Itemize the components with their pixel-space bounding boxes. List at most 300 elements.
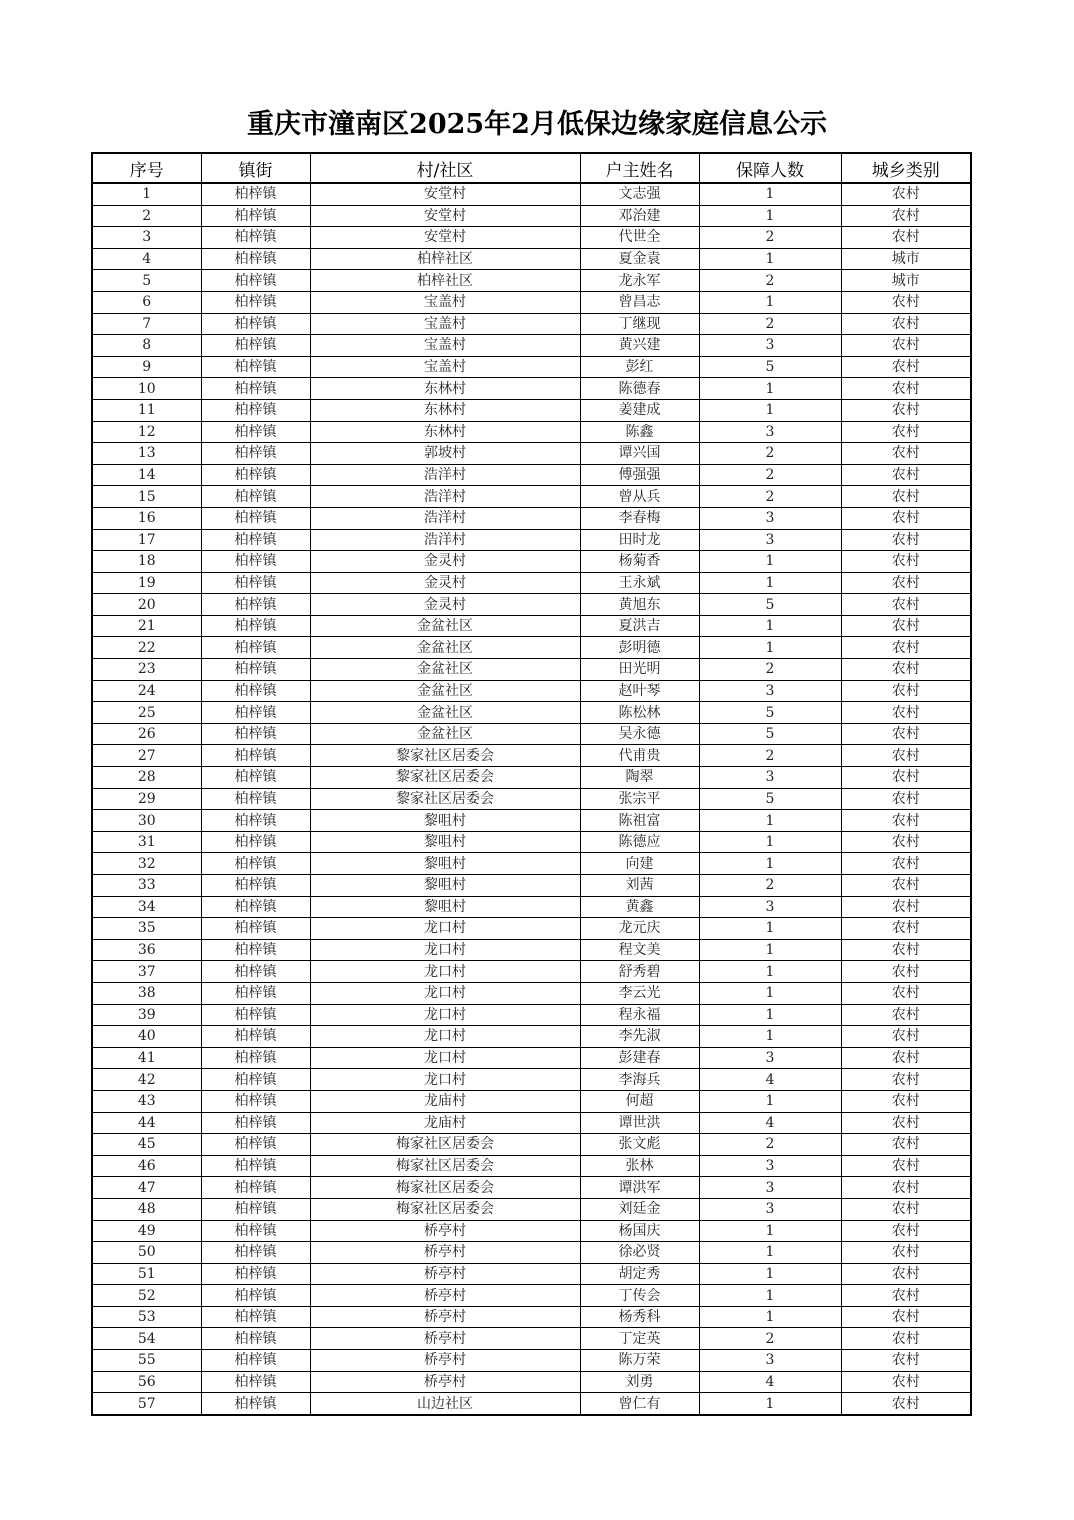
column-header-covered-persons: 保障人数 xyxy=(699,153,841,183)
village-cell: 金盆社区 xyxy=(310,723,580,745)
covered-persons-cell: 1 xyxy=(699,961,841,983)
index-cell: 3 xyxy=(92,227,201,249)
householder-cell: 陈万荣 xyxy=(580,1350,699,1372)
category-cell: 农村 xyxy=(841,572,971,594)
table-row xyxy=(92,205,971,227)
householder-cell: 陈鑫 xyxy=(580,421,699,443)
town-cell: 柏梓镇 xyxy=(201,378,310,400)
category-cell: 农村 xyxy=(841,1004,971,1026)
column-header-index: 序号 xyxy=(92,153,201,183)
index-cell: 7 xyxy=(92,313,201,335)
category-cell: 农村 xyxy=(841,1285,971,1307)
covered-persons-cell: 1 xyxy=(699,831,841,853)
village-cell: 浩洋村 xyxy=(310,529,580,551)
category-cell: 城市 xyxy=(841,270,971,292)
category-cell: 农村 xyxy=(841,788,971,810)
householder-cell: 黄兴建 xyxy=(580,335,699,357)
householder-cell: 龙永军 xyxy=(580,270,699,292)
table-row xyxy=(92,1112,971,1134)
town-cell: 柏梓镇 xyxy=(201,896,310,918)
category-cell: 农村 xyxy=(841,961,971,983)
village-cell: 金盆社区 xyxy=(310,702,580,724)
village-cell: 桥亭村 xyxy=(310,1306,580,1328)
town-cell: 柏梓镇 xyxy=(201,551,310,573)
table-row xyxy=(92,464,971,486)
village-cell: 龙口村 xyxy=(310,1069,580,1091)
table-header xyxy=(92,153,971,183)
village-cell: 浩洋村 xyxy=(310,486,580,508)
covered-persons-cell: 2 xyxy=(699,443,841,465)
category-cell: 农村 xyxy=(841,1134,971,1156)
town-cell: 柏梓镇 xyxy=(201,1371,310,1393)
table-row xyxy=(92,313,971,335)
village-cell: 黎咀村 xyxy=(310,896,580,918)
category-cell: 农村 xyxy=(841,529,971,551)
covered-persons-cell: 3 xyxy=(699,529,841,551)
town-cell: 柏梓镇 xyxy=(201,1134,310,1156)
category-cell: 农村 xyxy=(841,594,971,616)
village-cell: 金盆社区 xyxy=(310,680,580,702)
index-cell: 42 xyxy=(92,1069,201,1091)
category-cell: 农村 xyxy=(841,939,971,961)
table-row xyxy=(92,723,971,745)
village-cell: 桥亭村 xyxy=(310,1220,580,1242)
householder-cell: 田光明 xyxy=(580,659,699,681)
category-cell: 农村 xyxy=(841,1220,971,1242)
town-cell: 柏梓镇 xyxy=(201,421,310,443)
village-cell: 安堂村 xyxy=(310,205,580,227)
category-cell: 农村 xyxy=(841,702,971,724)
covered-persons-cell: 1 xyxy=(699,572,841,594)
village-cell: 黎咀村 xyxy=(310,831,580,853)
householder-cell: 程永福 xyxy=(580,1004,699,1026)
category-cell: 农村 xyxy=(841,1155,971,1177)
householder-cell: 陶翠 xyxy=(580,767,699,789)
town-cell: 柏梓镇 xyxy=(201,788,310,810)
covered-persons-cell: 4 xyxy=(699,1069,841,1091)
category-cell: 农村 xyxy=(841,1090,971,1112)
covered-persons-cell: 2 xyxy=(699,1328,841,1350)
town-cell: 柏梓镇 xyxy=(201,507,310,529)
town-cell: 柏梓镇 xyxy=(201,464,310,486)
index-cell: 56 xyxy=(92,1371,201,1393)
covered-persons-cell: 1 xyxy=(699,1393,841,1415)
category-cell: 农村 xyxy=(841,421,971,443)
town-cell: 柏梓镇 xyxy=(201,1393,310,1415)
householder-cell: 程文美 xyxy=(580,939,699,961)
village-cell: 黎咀村 xyxy=(310,810,580,832)
index-cell: 5 xyxy=(92,270,201,292)
category-cell: 农村 xyxy=(841,507,971,529)
index-cell: 14 xyxy=(92,464,201,486)
index-cell: 25 xyxy=(92,702,201,724)
category-cell: 农村 xyxy=(841,1069,971,1091)
village-cell: 龙口村 xyxy=(310,939,580,961)
householder-cell: 谭兴国 xyxy=(580,443,699,465)
covered-persons-cell: 4 xyxy=(699,1371,841,1393)
category-cell: 农村 xyxy=(841,615,971,637)
householder-cell: 陈德应 xyxy=(580,831,699,853)
category-cell: 农村 xyxy=(841,918,971,940)
covered-persons-cell: 3 xyxy=(699,421,841,443)
covered-persons-cell: 3 xyxy=(699,680,841,702)
page-title: 重庆市潼南区2025年2月低保边缘家庭信息公示 xyxy=(247,109,827,140)
table-row xyxy=(92,1242,971,1264)
householder-cell: 黄鑫 xyxy=(580,896,699,918)
covered-persons-cell: 1 xyxy=(699,939,841,961)
table-row xyxy=(92,1069,971,1091)
householder-cell: 何超 xyxy=(580,1090,699,1112)
table-row xyxy=(92,853,971,875)
village-cell: 黎家社区居委会 xyxy=(310,788,580,810)
village-cell: 金盆社区 xyxy=(310,637,580,659)
town-cell: 柏梓镇 xyxy=(201,853,310,875)
householder-cell: 彭红 xyxy=(580,356,699,378)
index-cell: 41 xyxy=(92,1047,201,1069)
index-cell: 35 xyxy=(92,918,201,940)
town-cell: 柏梓镇 xyxy=(201,1220,310,1242)
town-cell: 柏梓镇 xyxy=(201,1263,310,1285)
village-cell: 梅家社区居委会 xyxy=(310,1177,580,1199)
category-cell: 农村 xyxy=(841,853,971,875)
householder-cell: 龙元庆 xyxy=(580,918,699,940)
village-cell: 东林村 xyxy=(310,421,580,443)
table-row xyxy=(92,788,971,810)
column-header-householder: 户主姓名 xyxy=(580,153,699,183)
category-cell: 农村 xyxy=(841,680,971,702)
table-row xyxy=(92,1285,971,1307)
village-cell: 黎咀村 xyxy=(310,853,580,875)
village-cell: 宝盖村 xyxy=(310,335,580,357)
town-cell: 柏梓镇 xyxy=(201,1285,310,1307)
householder-cell: 丁定英 xyxy=(580,1328,699,1350)
table-row xyxy=(92,421,971,443)
index-cell: 33 xyxy=(92,875,201,897)
village-cell: 龙庙村 xyxy=(310,1112,580,1134)
category-cell: 农村 xyxy=(841,767,971,789)
table-row xyxy=(92,1198,971,1220)
table-row xyxy=(92,270,971,292)
covered-persons-cell: 5 xyxy=(699,702,841,724)
householder-cell: 黄旭东 xyxy=(580,594,699,616)
index-cell: 48 xyxy=(92,1198,201,1220)
village-cell: 桥亭村 xyxy=(310,1285,580,1307)
householder-cell: 代甫贵 xyxy=(580,745,699,767)
table-row xyxy=(92,1047,971,1069)
town-cell: 柏梓镇 xyxy=(201,248,310,270)
householder-cell: 张林 xyxy=(580,1155,699,1177)
town-cell: 柏梓镇 xyxy=(201,1177,310,1199)
index-cell: 15 xyxy=(92,486,201,508)
householder-cell: 陈松林 xyxy=(580,702,699,724)
index-cell: 49 xyxy=(92,1220,201,1242)
village-cell: 安堂村 xyxy=(310,183,580,205)
town-cell: 柏梓镇 xyxy=(201,486,310,508)
town-cell: 柏梓镇 xyxy=(201,961,310,983)
covered-persons-cell: 1 xyxy=(699,399,841,421)
town-cell: 柏梓镇 xyxy=(201,291,310,313)
householder-cell: 邓治建 xyxy=(580,205,699,227)
category-cell: 农村 xyxy=(841,1112,971,1134)
town-cell: 柏梓镇 xyxy=(201,313,310,335)
table-row xyxy=(92,1004,971,1026)
village-cell: 龙口村 xyxy=(310,982,580,1004)
town-cell: 柏梓镇 xyxy=(201,443,310,465)
householder-cell: 陈德春 xyxy=(580,378,699,400)
table-row xyxy=(92,335,971,357)
town-cell: 柏梓镇 xyxy=(201,1004,310,1026)
covered-persons-cell: 2 xyxy=(699,659,841,681)
table-row xyxy=(92,248,971,270)
category-cell: 农村 xyxy=(841,1328,971,1350)
village-cell: 龙口村 xyxy=(310,1004,580,1026)
table-body xyxy=(92,183,971,1415)
householder-cell: 傅强强 xyxy=(580,464,699,486)
index-cell: 38 xyxy=(92,982,201,1004)
village-cell: 宝盖村 xyxy=(310,291,580,313)
covered-persons-cell: 5 xyxy=(699,594,841,616)
table-row xyxy=(92,1134,971,1156)
table-row xyxy=(92,896,971,918)
householder-cell: 胡定秀 xyxy=(580,1263,699,1285)
index-cell: 13 xyxy=(92,443,201,465)
householder-cell: 徐必贤 xyxy=(580,1242,699,1264)
column-header-village: 村/社区 xyxy=(310,153,580,183)
village-cell: 桥亭村 xyxy=(310,1328,580,1350)
index-cell: 43 xyxy=(92,1090,201,1112)
index-cell: 40 xyxy=(92,1026,201,1048)
covered-persons-cell: 1 xyxy=(699,1263,841,1285)
category-cell: 农村 xyxy=(841,335,971,357)
village-cell: 柏梓社区 xyxy=(310,270,580,292)
index-cell: 37 xyxy=(92,961,201,983)
category-cell: 农村 xyxy=(841,399,971,421)
householder-cell: 代世全 xyxy=(580,227,699,249)
covered-persons-cell: 1 xyxy=(699,810,841,832)
category-cell: 农村 xyxy=(841,1047,971,1069)
index-cell: 4 xyxy=(92,248,201,270)
covered-persons-cell: 1 xyxy=(699,1026,841,1048)
index-cell: 24 xyxy=(92,680,201,702)
village-cell: 宝盖村 xyxy=(310,313,580,335)
village-cell: 龙口村 xyxy=(310,918,580,940)
index-cell: 19 xyxy=(92,572,201,594)
table-row xyxy=(92,1090,971,1112)
householder-cell: 王永斌 xyxy=(580,572,699,594)
index-cell: 16 xyxy=(92,507,201,529)
householder-cell: 曾从兵 xyxy=(580,486,699,508)
householder-cell: 刘勇 xyxy=(580,1371,699,1393)
householder-cell: 杨秀科 xyxy=(580,1306,699,1328)
category-cell: 农村 xyxy=(841,551,971,573)
covered-persons-cell: 3 xyxy=(699,767,841,789)
index-cell: 52 xyxy=(92,1285,201,1307)
table-row xyxy=(92,745,971,767)
town-cell: 柏梓镇 xyxy=(201,399,310,421)
town-cell: 柏梓镇 xyxy=(201,767,310,789)
town-cell: 柏梓镇 xyxy=(201,659,310,681)
covered-persons-cell: 2 xyxy=(699,1134,841,1156)
village-cell: 黎家社区居委会 xyxy=(310,745,580,767)
category-cell: 农村 xyxy=(841,896,971,918)
category-cell: 农村 xyxy=(841,1306,971,1328)
householder-cell: 文志强 xyxy=(580,183,699,205)
householder-cell: 夏洪吉 xyxy=(580,615,699,637)
town-cell: 柏梓镇 xyxy=(201,918,310,940)
category-cell: 农村 xyxy=(841,227,971,249)
index-cell: 20 xyxy=(92,594,201,616)
table-row xyxy=(92,831,971,853)
village-cell: 山边社区 xyxy=(310,1393,580,1415)
householder-cell: 丁传会 xyxy=(580,1285,699,1307)
town-cell: 柏梓镇 xyxy=(201,1026,310,1048)
town-cell: 柏梓镇 xyxy=(201,270,310,292)
householder-cell: 吴永德 xyxy=(580,723,699,745)
category-cell: 农村 xyxy=(841,1177,971,1199)
index-cell: 6 xyxy=(92,291,201,313)
category-cell: 农村 xyxy=(841,982,971,1004)
town-cell: 柏梓镇 xyxy=(201,637,310,659)
town-cell: 柏梓镇 xyxy=(201,529,310,551)
index-cell: 31 xyxy=(92,831,201,853)
town-cell: 柏梓镇 xyxy=(201,723,310,745)
table-row xyxy=(92,1371,971,1393)
index-cell: 36 xyxy=(92,939,201,961)
town-cell: 柏梓镇 xyxy=(201,1306,310,1328)
index-cell: 23 xyxy=(92,659,201,681)
category-cell: 农村 xyxy=(841,1198,971,1220)
table-row xyxy=(92,529,971,551)
village-cell: 黎咀村 xyxy=(310,875,580,897)
covered-persons-cell: 1 xyxy=(699,1285,841,1307)
table-row xyxy=(92,227,971,249)
table-row xyxy=(92,551,971,573)
table-row xyxy=(92,939,971,961)
category-cell: 农村 xyxy=(841,745,971,767)
index-cell: 55 xyxy=(92,1350,201,1372)
town-cell: 柏梓镇 xyxy=(201,745,310,767)
table-row xyxy=(92,443,971,465)
covered-persons-cell: 1 xyxy=(699,982,841,1004)
category-cell: 农村 xyxy=(841,486,971,508)
village-cell: 东林村 xyxy=(310,378,580,400)
covered-persons-cell: 1 xyxy=(699,1220,841,1242)
category-cell: 农村 xyxy=(841,356,971,378)
householder-cell: 刘茜 xyxy=(580,875,699,897)
index-cell: 46 xyxy=(92,1155,201,1177)
category-cell: 农村 xyxy=(841,183,971,205)
town-cell: 柏梓镇 xyxy=(201,1198,310,1220)
table-row xyxy=(92,659,971,681)
town-cell: 柏梓镇 xyxy=(201,1112,310,1134)
village-cell: 东林村 xyxy=(310,399,580,421)
village-cell: 郭坡村 xyxy=(310,443,580,465)
index-cell: 53 xyxy=(92,1306,201,1328)
covered-persons-cell: 1 xyxy=(699,853,841,875)
village-cell: 梅家社区居委会 xyxy=(310,1198,580,1220)
covered-persons-cell: 2 xyxy=(699,270,841,292)
index-cell: 30 xyxy=(92,810,201,832)
covered-persons-cell: 3 xyxy=(699,1198,841,1220)
table-row xyxy=(92,356,971,378)
covered-persons-cell: 3 xyxy=(699,1155,841,1177)
village-cell: 宝盖村 xyxy=(310,356,580,378)
index-cell: 27 xyxy=(92,745,201,767)
table-row xyxy=(92,183,971,205)
index-cell: 57 xyxy=(92,1393,201,1415)
table-row xyxy=(92,486,971,508)
village-cell: 龙庙村 xyxy=(310,1090,580,1112)
householder-cell: 李先淑 xyxy=(580,1026,699,1048)
town-cell: 柏梓镇 xyxy=(201,702,310,724)
village-cell: 桥亭村 xyxy=(310,1371,580,1393)
covered-persons-cell: 4 xyxy=(699,1112,841,1134)
village-cell: 浩洋村 xyxy=(310,507,580,529)
category-cell: 农村 xyxy=(841,378,971,400)
town-cell: 柏梓镇 xyxy=(201,335,310,357)
householder-cell: 陈祖富 xyxy=(580,810,699,832)
covered-persons-cell: 1 xyxy=(699,551,841,573)
village-cell: 桥亭村 xyxy=(310,1242,580,1264)
category-cell: 农村 xyxy=(841,723,971,745)
table-row xyxy=(92,572,971,594)
category-cell: 农村 xyxy=(841,205,971,227)
table-row xyxy=(92,1306,971,1328)
index-cell: 29 xyxy=(92,788,201,810)
category-cell: 农村 xyxy=(841,313,971,335)
covered-persons-cell: 2 xyxy=(699,227,841,249)
householder-cell: 杨国庆 xyxy=(580,1220,699,1242)
householder-cell: 曾仁有 xyxy=(580,1393,699,1415)
table-row xyxy=(92,1263,971,1285)
table-row xyxy=(92,507,971,529)
table-row xyxy=(92,961,971,983)
category-cell: 农村 xyxy=(841,1026,971,1048)
householder-cell: 舒秀碧 xyxy=(580,961,699,983)
village-cell: 浩洋村 xyxy=(310,464,580,486)
index-cell: 26 xyxy=(92,723,201,745)
table-row xyxy=(92,594,971,616)
index-cell: 22 xyxy=(92,637,201,659)
householder-cell: 曾昌志 xyxy=(580,291,699,313)
column-header-town: 镇街 xyxy=(201,153,310,183)
table-row xyxy=(92,810,971,832)
index-cell: 9 xyxy=(92,356,201,378)
table-row xyxy=(92,378,971,400)
town-cell: 柏梓镇 xyxy=(201,1047,310,1069)
householder-cell: 杨菊香 xyxy=(580,551,699,573)
village-cell: 金盆社区 xyxy=(310,659,580,681)
town-cell: 柏梓镇 xyxy=(201,183,310,205)
table-row xyxy=(92,1393,971,1415)
town-cell: 柏梓镇 xyxy=(201,831,310,853)
covered-persons-cell: 3 xyxy=(699,1047,841,1069)
category-cell: 农村 xyxy=(841,1242,971,1264)
town-cell: 柏梓镇 xyxy=(201,1090,310,1112)
table-row xyxy=(92,637,971,659)
village-cell: 龙口村 xyxy=(310,961,580,983)
category-cell: 农村 xyxy=(841,443,971,465)
village-cell: 金灵村 xyxy=(310,551,580,573)
index-cell: 2 xyxy=(92,205,201,227)
householder-cell: 丁继现 xyxy=(580,313,699,335)
category-cell: 农村 xyxy=(841,810,971,832)
covered-persons-cell: 2 xyxy=(699,313,841,335)
town-cell: 柏梓镇 xyxy=(201,810,310,832)
index-cell: 32 xyxy=(92,853,201,875)
town-cell: 柏梓镇 xyxy=(201,1328,310,1350)
category-cell: 农村 xyxy=(841,831,971,853)
